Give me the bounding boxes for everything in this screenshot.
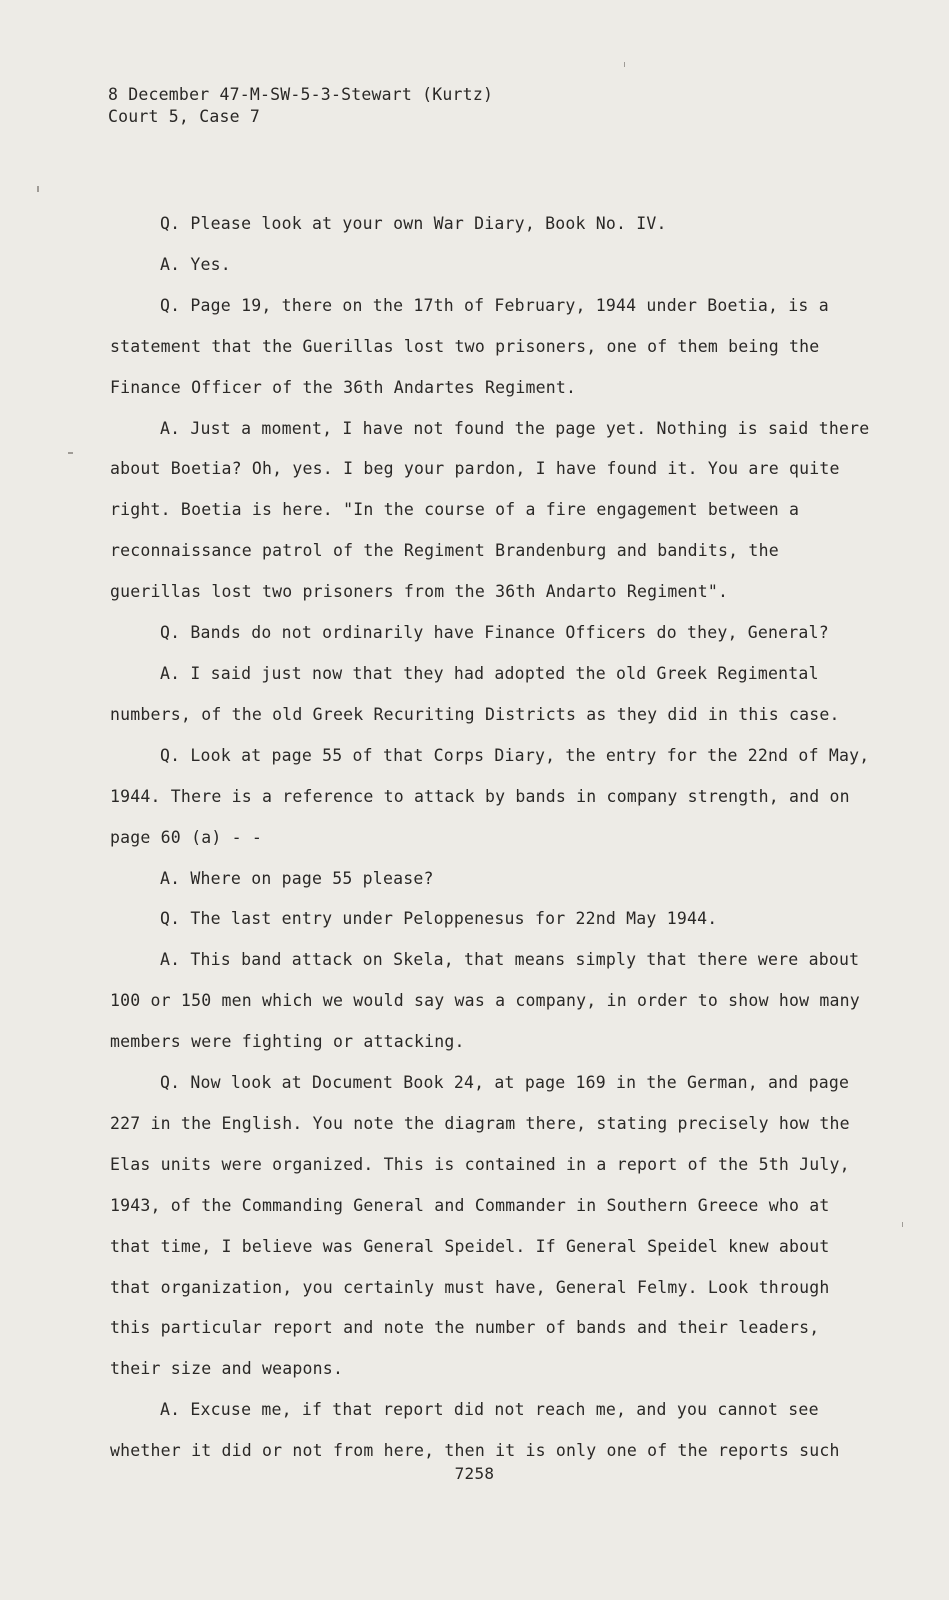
transcript-paragraph: A. Where on page 55 please? <box>160 868 434 888</box>
page-number: 7258 <box>454 1464 495 1483</box>
transcript-paragraph: A. I said just now that they had adopted the old Greek Regimental numbers, of the old Greek Recuriting Districts as they did in this case. <box>110 663 840 724</box>
transcript-paragraph: Q. The last entry under Peloppenesus for 22nd May 1944. <box>160 909 718 929</box>
paper-speck <box>624 62 625 67</box>
paper-speck <box>902 1222 903 1227</box>
transcript-paragraph: A. Just a moment, I have not found the page yet. Nothing is said there about Boetia? Oh, yes. I beg your pardon, I have found it. You are quite right. Boetia is here. "In the course of a fire engagement between a reconnaissance patrol of the Regiment Brandenburg and bandits, the guerillas lost two prisoners from the 36th Andarto Regiment". <box>110 418 870 602</box>
paper-speck <box>68 452 73 454</box>
transcript-paragraph: Q. Please look at your own War Diary, Book No. IV. <box>160 214 667 233</box>
transcript-paragraph: A. This band attack on Skela, that means simply that there were about 100 or 150 men which we would say was a company, in order to show how many members were fighting or attacking. <box>110 950 860 1052</box>
transcript-paragraph: A. Excuse me, if that report did not reach me, and you cannot see whether it did or not from here, then it is only one of the reports such <box>110 1400 840 1461</box>
transcript-paragraph: Q. Now look at Document Book 24, at page 169 in the German, and page 227 in the English. You note the diagram there, stating precisely how the Elas units were organized. This is contained in a report of the 5th July, 1943, of the Commanding General and Commander in Southern Greece who at that time, I believe was General Speidel. If General Speidel knew about that organization, you certainly must have, General Felmy. Look through this particular report and note the number of bands and their leaders, their size and weapons. <box>110 1073 850 1379</box>
transcript-paragraph: Q. Bands do not ordinarily have Finance Officers do they, General? <box>160 623 829 643</box>
transcript-paragraph: A. Yes. <box>160 254 231 274</box>
header-court-line: Court 5, Case 7 <box>108 107 261 126</box>
transcript-paragraph: Q. Look at page 55 of that Corps Diary, the entry for the 22nd of May, 1944. There is a reference to attack by bands in company strength, and on page 60 (a) - - <box>110 745 870 847</box>
transcript-body <box>110 204 880 1472</box>
paper-speck <box>37 186 39 192</box>
transcript-paragraph: Q. Page 19, there on the 17th of February, 1944 under Boetia, is a statement that the Guerillas lost two prisoners, one of them being the Finance Officer of the 36th Andartes Regiment. <box>110 295 829 397</box>
header-date-line: 8 December 47-M-SW-5-3-Stewart (Kurtz) <box>108 85 494 104</box>
document-header <box>108 84 493 128</box>
